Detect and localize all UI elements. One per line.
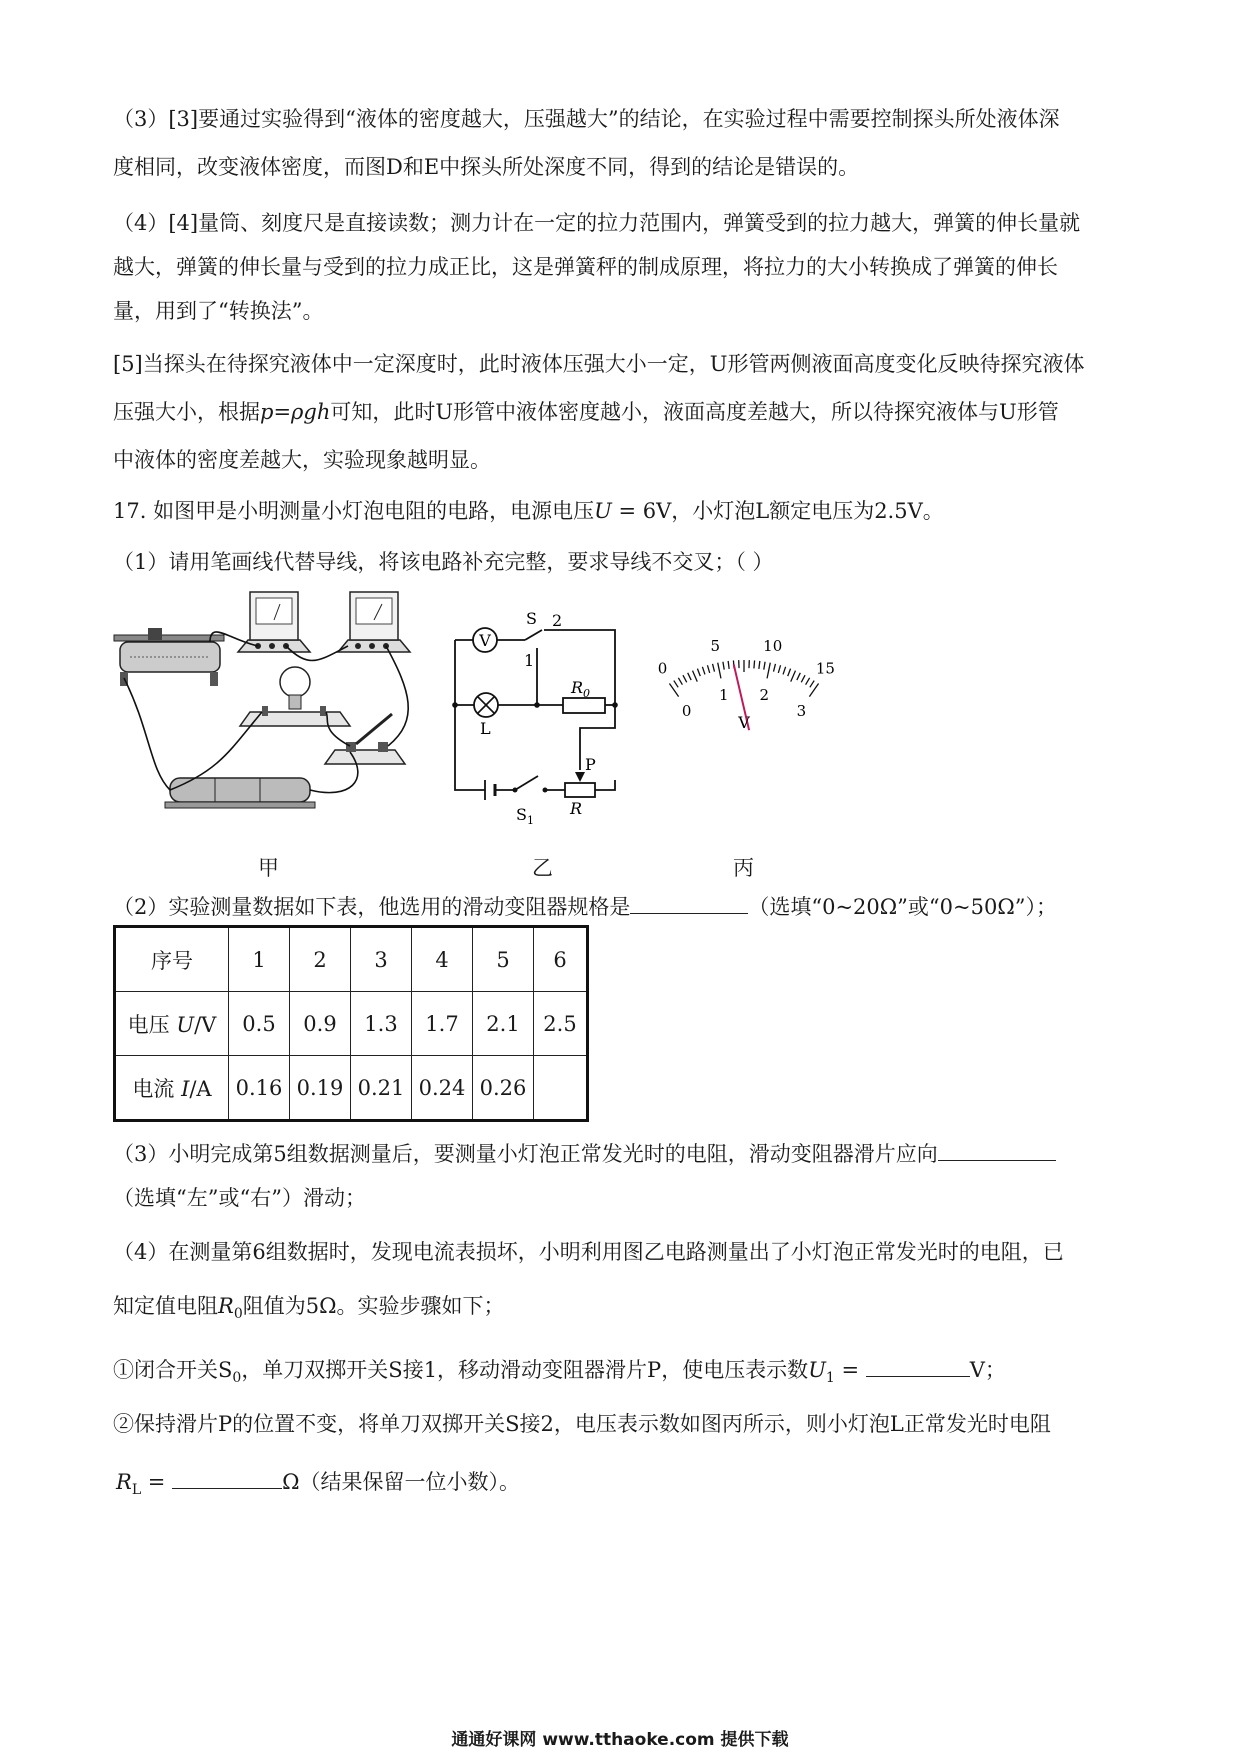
figure-label-jia: 甲: [258, 856, 279, 880]
dial-tick: [774, 664, 776, 672]
dial-tick: [801, 675, 805, 682]
text: 可知，此时U形管中液体密度越小，液面高度差越大，所以待探究液体与U形管: [330, 400, 1059, 424]
dial-tick: [791, 671, 796, 682]
dial-unit-label: V: [738, 713, 750, 732]
dial-tick: [806, 678, 810, 685]
table-cell: 0.26: [473, 1056, 534, 1121]
text: （选填“0~20Ω”或“0~50Ω”）；: [748, 895, 1057, 919]
table-cell: 1: [229, 927, 290, 992]
formula: p=ρgh: [260, 400, 331, 424]
table-cell: 0.24: [412, 1056, 473, 1121]
data-table: [113, 925, 589, 1122]
switch-s-label: S: [526, 610, 537, 628]
table-cell[interactable]: [534, 1056, 588, 1121]
solution-p5-line2: [113, 398, 1059, 426]
table-cell: 2.5: [534, 992, 588, 1056]
sub: 0: [232, 1370, 242, 1387]
table-cell: 0.21: [351, 1056, 412, 1121]
dial-top-label: 5: [710, 640, 721, 655]
rheostat-device: [114, 628, 224, 686]
dial-tick: [693, 671, 698, 682]
dial-tick: [707, 665, 709, 673]
table-cell: 2.1: [473, 992, 534, 1056]
text: （2）实验测量数据如下表，他选用的滑动变阻器规格是: [113, 895, 631, 919]
bulb-device: [240, 667, 350, 726]
text: （3）小明完成第5组数据测量后，要测量小灯泡正常发光时的电阻，滑动变阻器滑片应向: [113, 1142, 938, 1166]
solution-p4-line2: 越大，弹簧的伸长量与受到的拉力成正比，这是弹簧秤的制成原理，将拉力的大小转换成了弹簧的伸长: [113, 255, 1058, 279]
dial-ticks: [669, 660, 818, 697]
footer-source: 通通好课网 www.tthaoke.com 提供下载: [451, 1730, 789, 1750]
table-row-label: 电流 I/A: [115, 1056, 229, 1121]
table-cell: 4: [412, 927, 473, 992]
table-row-label: 电压 U/V: [115, 992, 229, 1056]
table-cell: 6: [534, 927, 588, 992]
figure-label-bing: 丙: [733, 856, 754, 880]
wire-rheostat-right: [595, 780, 615, 790]
dial-tick: [797, 673, 800, 680]
solution-p4-line1: （4）[4]量筒、刻度尺是直接读数；测力计在一定的拉力范围内，弹簧受到的拉力越大，弹簧的伸长量就: [113, 211, 1081, 235]
s1-blade: [515, 776, 538, 790]
figure-bing-voltmeter-dial: [630, 640, 870, 760]
table-cell: 0.16: [229, 1056, 290, 1121]
table-cell: 5: [473, 927, 534, 992]
table-row: [115, 927, 588, 992]
table-cell: 0.9: [290, 992, 351, 1056]
voltmeter-symbol-label: V: [479, 631, 491, 650]
solution-p4-line3: 量，用到了“转换法”。: [113, 299, 324, 323]
text: = 6V，小灯泡L额定电压为2.5V。: [611, 499, 944, 523]
text: 压强大小，根据: [113, 400, 260, 424]
text: 阻值为5Ω。实验步骤如下；: [242, 1294, 505, 1318]
dial-tick: [778, 665, 780, 673]
slider-arrow: [575, 772, 585, 782]
solution-p5-line3: 中液体的密度差越大，实验现象越明显。: [113, 448, 491, 472]
dial-tick: [702, 667, 705, 675]
question-part4-line1: （4）在测量第6组数据时，发现电流表损坏，小明利用图乙电路测量出了小灯泡正常发光时的电阻，已: [113, 1240, 1064, 1264]
answer-blank-rl[interactable]: [172, 1466, 282, 1489]
dial-bottom-label: 3: [796, 702, 807, 721]
step2-line1: ②保持滑片P的位置不变，将单刀双掷开关S接2，电压表示数如图丙所示，则小灯泡L正常发光时电阻: [113, 1412, 1051, 1436]
dial-tick: [713, 664, 715, 672]
table-cell: 3: [351, 927, 412, 992]
solution-p3-line1: （3）[3]要通过实验得到“液体的密度越大，压强越大”的结论，在实验过程中需要控制探头所处液体深: [113, 107, 1060, 131]
var-u: U: [594, 499, 612, 523]
table-cell: 1.3: [351, 992, 412, 1056]
dial-tick: [728, 661, 729, 669]
sub: 1: [825, 1370, 835, 1387]
text: =: [141, 1470, 173, 1494]
table-row: [115, 992, 588, 1056]
text: 知定值电阻: [113, 1294, 218, 1318]
figure-yi-circuit: [440, 610, 640, 835]
dial-bottom-label: 1: [719, 686, 729, 705]
dial-tick: [683, 675, 687, 682]
dial-top-label: 15: [815, 659, 835, 678]
figure-label-yi: 乙: [532, 856, 553, 880]
r0-label: $R_0$: [571, 678, 591, 700]
answer-blank-direction[interactable]: [938, 1138, 1056, 1161]
step1: [113, 1354, 1006, 1392]
dial-tick: [754, 660, 755, 668]
slider-p-label: P: [585, 755, 596, 774]
dial-tick: [697, 669, 700, 676]
dial-tick: [788, 669, 791, 676]
text: =: [834, 1358, 866, 1382]
var-r0: R: [218, 1294, 234, 1318]
dial-tick: [674, 681, 678, 688]
answer-blank-rheostat[interactable]: [630, 891, 748, 914]
question-part1: （1）请用笔画线代替导线，将该电路补充完整，要求导线不交叉；（ ）: [113, 550, 774, 574]
dial-tick: [764, 662, 765, 670]
dial-top-label: 10: [763, 640, 783, 655]
text: ，单刀双掷开关S接1，移动滑动变阻器滑片P，使电压表示数: [241, 1358, 809, 1382]
switch-s1-label: $S_1$: [516, 805, 534, 827]
text: ①闭合开关S: [113, 1358, 233, 1382]
table-cell: 1.7: [412, 992, 473, 1056]
var-rl: R: [116, 1470, 132, 1494]
dial-tick: [767, 663, 770, 679]
dial-tick: [718, 663, 721, 679]
text: V；: [969, 1358, 1006, 1382]
dial-bottom-label: 0: [681, 702, 692, 721]
dial-top-label: 0: [657, 659, 668, 678]
question-part4-line2: [113, 1292, 505, 1328]
dial-tick: [688, 673, 691, 680]
var-u1: U: [808, 1358, 826, 1382]
solution-p3-line2: 度相同，改变液体密度，而图D和E中探头所处深度不同，得到的结论是错误的。: [113, 155, 860, 179]
rheostat-symbol: [565, 783, 595, 797]
dial-tick: [759, 661, 760, 669]
question-part2: [113, 891, 1057, 921]
dial-tick: [723, 662, 724, 670]
text: Ω（结果保留一位小数）。: [282, 1470, 520, 1494]
table-cell: 序号: [115, 927, 229, 992]
dial-tick: [783, 667, 786, 675]
lamp-label: L: [480, 719, 491, 738]
rheostat-r-label: R: [570, 799, 583, 818]
figure-jia-apparatus: [110, 580, 440, 820]
sub: L: [131, 1482, 142, 1499]
ammeter-device: [338, 592, 410, 652]
var-r0-sub: 0: [233, 1306, 243, 1323]
dial-tick: [678, 678, 682, 685]
step2-line2: [116, 1466, 520, 1504]
solution-p5-line1: [5]当探头在待探究液体中一定深度时，此时液体压强大小一定，U形管两侧液面高度变化反映待探究液体: [113, 352, 1085, 376]
contact-2-label: 2: [552, 611, 563, 630]
question-part3-line1: [113, 1138, 1056, 1168]
answer-blank-u1[interactable]: [866, 1354, 970, 1377]
table-cell: 0.19: [290, 1056, 351, 1121]
table-row: [115, 1056, 588, 1121]
table-cell: 0.5: [229, 992, 290, 1056]
r0-resistor: [563, 698, 605, 713]
dial-bottom-label: 2: [759, 686, 769, 705]
question-part3-line2: （选填“左”或“右”）滑动；: [113, 1186, 366, 1210]
dial-tick: [810, 681, 814, 688]
question-stem: [113, 497, 944, 525]
table-cell: 2: [290, 927, 351, 992]
text: 17. 如图甲是小明测量小灯泡电阻的电路，电源电压: [113, 499, 595, 523]
contact-1-label: 1: [524, 651, 535, 670]
s-blade: [525, 630, 542, 640]
